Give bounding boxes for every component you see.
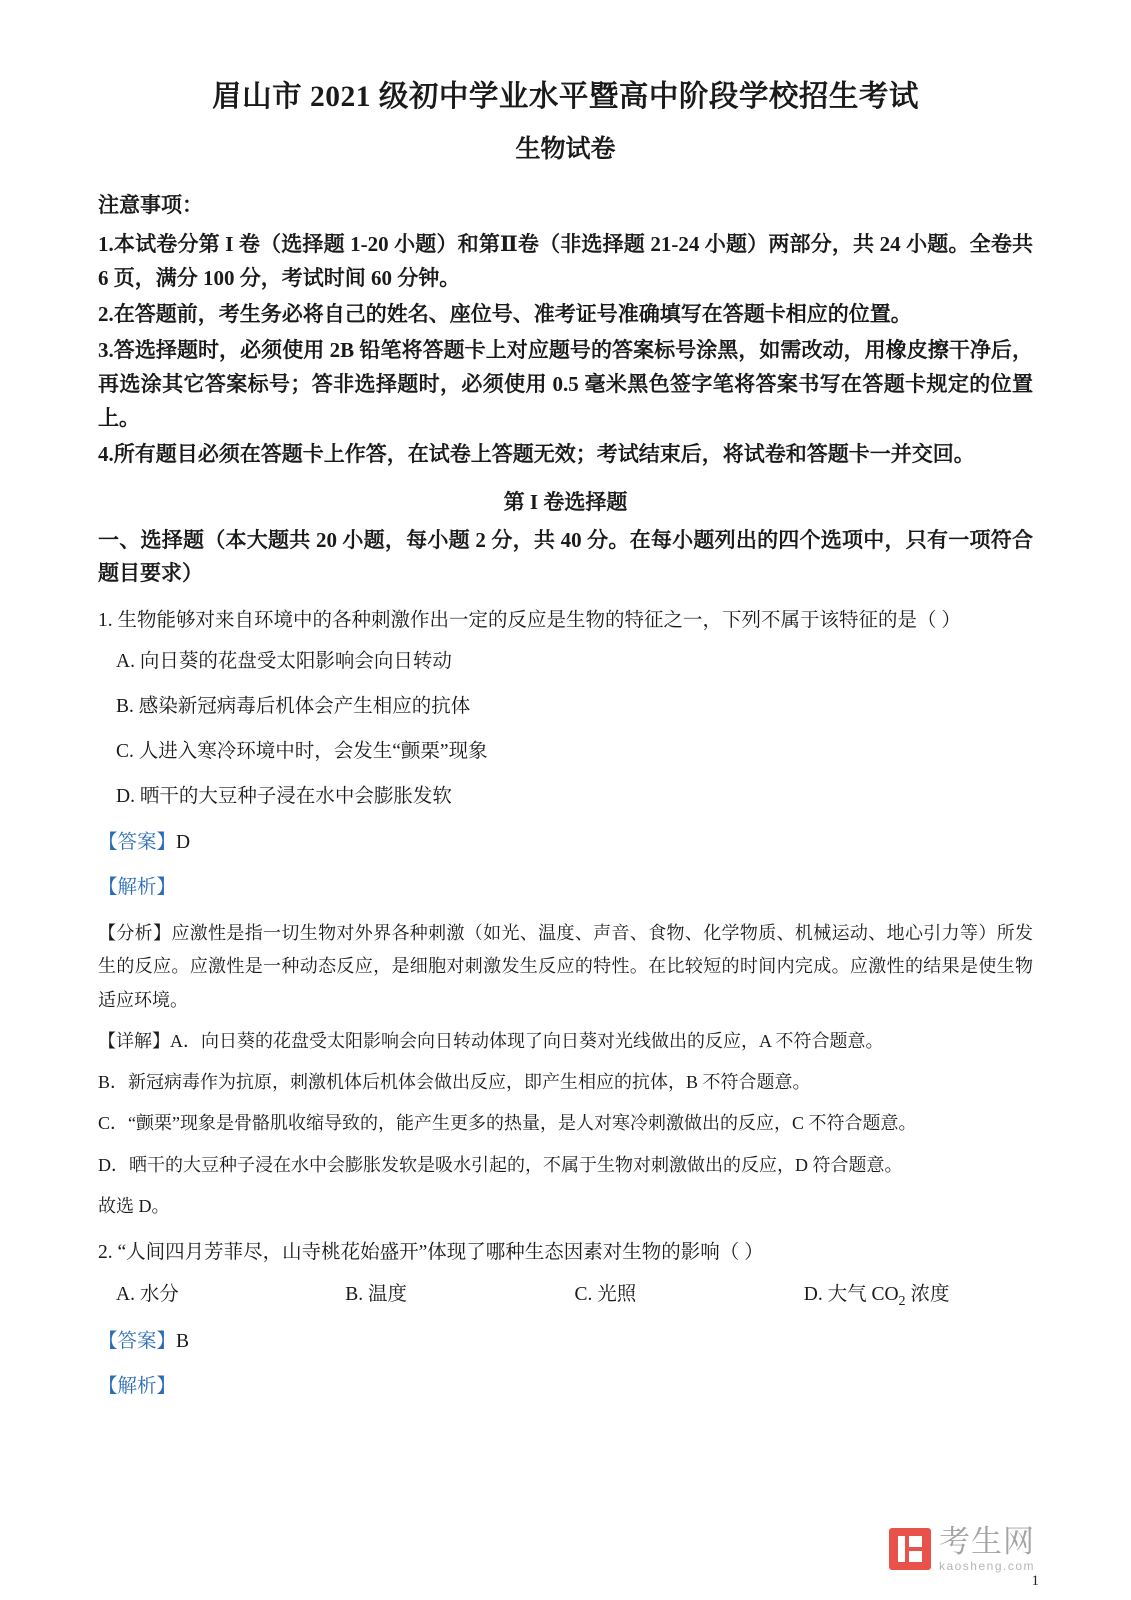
question-1-detail-b: B．新冠病毒作为抗原，刺激机体后机体会做出反应，即产生相应的抗体，B 不符合题意。 [98,1072,811,1093]
question-1-option-d: D. 晒干的大豆种子浸在水中会膨胀发软 [116,786,452,808]
question-1-stem: 1. 生物能够对来自环境中的各种刺激作出一定的反应是生物的特征之一，下列不属于该特征的是（ ） [98,609,961,631]
question-1-answer [98,827,1033,858]
notice-item-1: 1.本试卷分第 I 卷（选择题 1-20 小题）和第Ⅱ卷（非选择题 21-24 小题）两部分，共 24 小题。全卷共 6 页，满分 100 分，考试时间 60 分钟。 [98,232,1033,291]
page-subtitle: 生物试卷 [515,136,616,164]
question-1-detail-a: 【详解】A．向日葵的花盘受太阳影响会向日转动体现了向日葵对光线做出的反应，A 不符合题意。 [98,1030,884,1051]
question-1-conclusion: 故选 D。 [98,1196,170,1217]
question-1-option-b: B. 感染新冠病毒后机体会产生相应的抗体 [116,696,471,718]
question-1-option-c: C. 人进入寒冷环境中时，会发生“颤栗”现象 [116,741,488,763]
notice-item-3: 3.答选择题时，必须使用 2B 铅笔将答题卡上对应题号的答案标号涂黑，如需改动，用橡皮擦干净后，再选涂其它答案标号；答非选择题时，必须使用 0.5 毫米黑色签字笔将答案书写在答题卡规定的位置上。 [98,338,1033,431]
watermark-text [939,1526,1035,1572]
answer-tag: 【答案】 [98,1330,177,1352]
question-2-stem: 2. “人间四月芳菲尽，山寺桃花始盛开”体现了哪种生态因素对生物的影响（ ） [98,1242,764,1264]
answer-value: B [176,1330,190,1352]
answer-value: D [176,831,191,853]
question-1-detail-c: C．“颤栗”现象是骨骼肌收缩导致的，能产生更多的热量，是人对寒冷刺激做出的反应，C 不符合题意。 [98,1113,917,1134]
answer-tag: 【答案】 [98,831,177,853]
watermark-url: kaosheng.com [938,1559,1035,1573]
watermark-logo-icon [889,1528,931,1570]
page-number: 1 [1031,1573,1039,1589]
question-2-options [98,1279,1033,1312]
question-2-option-d: D. 大气 $CO_2$ 浓度 [803,1283,950,1309]
question-1-option-a: A. 向日葵的花盘受太阳影响会向日转动 [116,650,452,672]
notice-heading: 注意事项： [98,192,203,217]
paper-part-heading: 第 I 卷选择题 [503,489,628,514]
question-2-analysis-tag [98,1371,1033,1402]
watermark-name: 考生网 [938,1524,1035,1559]
question-2-option-c: C. 光照 [574,1283,637,1305]
question-2-answer [98,1326,1033,1357]
notice-item-2: 2.在答题前，考生务必将自己的姓名、座位号、准考证号准确填写在答题卡相应的位置。 [98,302,912,327]
page-title: 眉山市 2021 级初中学业水平暨高中阶段学校招生考试 [212,81,919,113]
question-1-detail-d: D．晒干的大豆种子浸在水中会膨胀发软是吸水引起的，不属于生物对刺激做出的反应，D 符合题意。 [98,1154,903,1175]
notice-item-4: 4.所有题目必须在答题卡上作答，在试卷上答题无效；考试结束后，将试卷和答题卡一并交回。 [98,442,975,467]
question-1-analysis-tag [98,872,1033,903]
question-2-option-a: A. 水分 [116,1283,179,1305]
question-2-option-b: B. 温度 [345,1283,408,1305]
question-1-analysis-text: 【分析】应激性是指一切生物对外界各种刺激（如光、温度、声音、食物、化学物质、机械运动、地心引力等）所发生的反应。应激性是一种动态反应，是细胞对刺激发生反应的特性。在比较短的时间内完成。应激性的结果是使生物适应环境。 [98,923,1033,1010]
part-one-heading: 一、选择题（本大题共 20 小题，每小题 2 分，共 40 分。在每小题列出的四个选项中，只有一项符合题目要求） [98,527,1033,586]
analysis-tag: 【解析】 [98,876,177,898]
watermark [889,1526,1035,1572]
analysis-tag: 【解析】 [98,1376,177,1398]
